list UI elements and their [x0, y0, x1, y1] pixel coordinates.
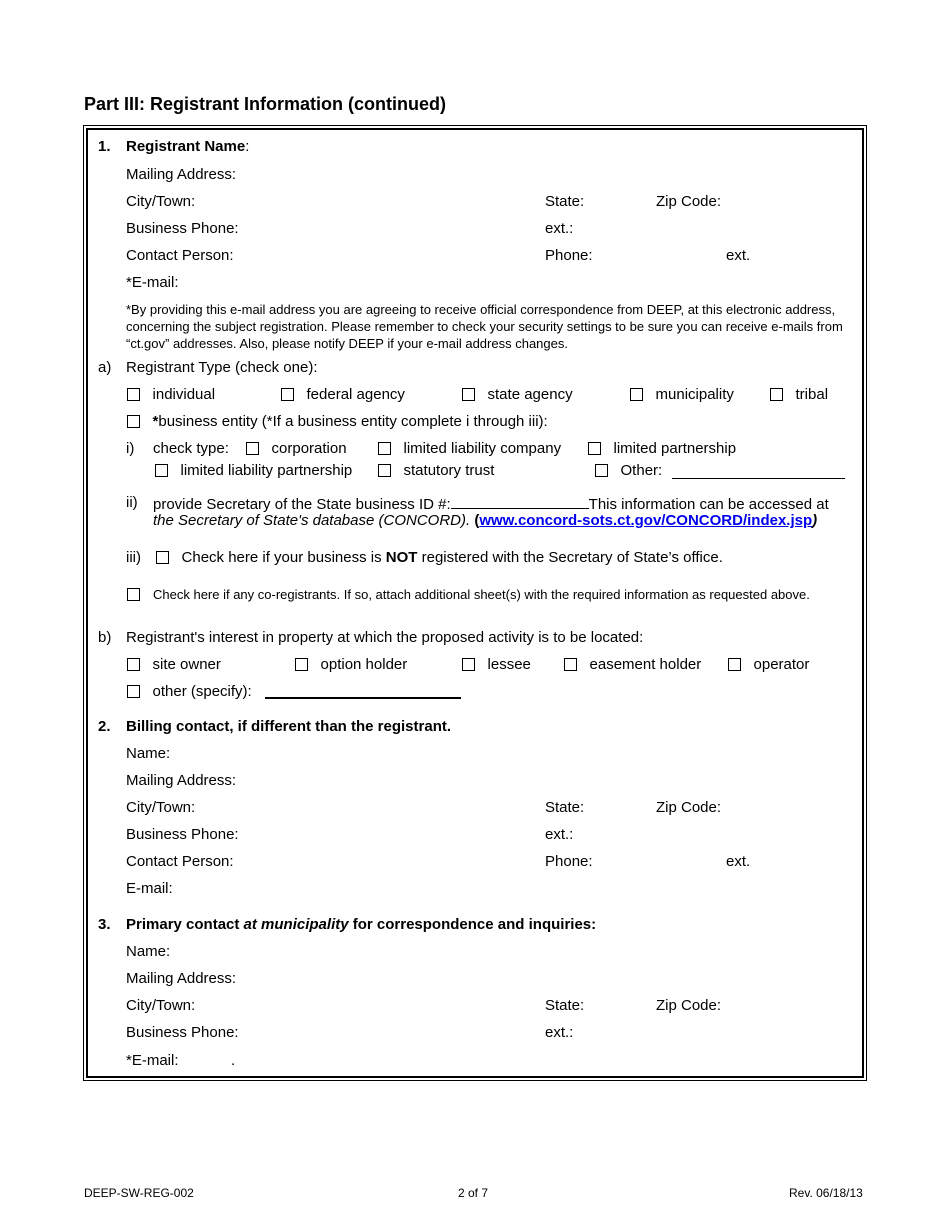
checkbox[interactable] — [595, 464, 608, 477]
check-type-label: check type: — [153, 440, 229, 457]
type-tribal-option[interactable]: tribal — [770, 386, 828, 403]
interest-easement-holder-option[interactable]: easement holder — [564, 656, 701, 673]
concord-reference: the Secretary of State's database (CONCORD). (www.concord-sots.ct.gov/CONCORD/index.jsp) — [153, 512, 818, 529]
item-ii-label: ii) — [126, 494, 138, 511]
checkbox[interactable] — [564, 658, 577, 671]
zip-code-label: Zip Code: — [656, 799, 722, 816]
registrant-type-title: Registrant Type (check one): — [126, 359, 318, 376]
city-town-label: City/Town: — [126, 799, 196, 816]
contact-person-label: Contact Person: — [126, 247, 234, 264]
checkbox[interactable] — [156, 551, 169, 564]
name-label: Name: — [126, 745, 171, 762]
billing-contact-title: Billing contact, if different than the registrant. — [126, 718, 452, 735]
interest-option-holder-option[interactable]: option holder — [295, 656, 407, 673]
entity-llc-option[interactable]: limited liability company — [378, 440, 561, 457]
item-i-label: i) — [126, 440, 135, 457]
checkbox[interactable] — [127, 388, 140, 401]
business-id-label: provide Secretary of the State business ID #: This information can be accessed at — [153, 496, 829, 513]
checkbox[interactable] — [462, 388, 475, 401]
revision-date: Rev. 06/18/13 — [789, 1186, 863, 1200]
checkbox[interactable] — [378, 464, 391, 477]
item-a-label: a) — [98, 359, 112, 376]
checkbox[interactable] — [281, 388, 294, 401]
type-state-agency-option[interactable]: state agency — [462, 386, 573, 403]
interest-other-option[interactable]: other (specify): — [127, 683, 252, 700]
form-id: DEEP-SW-REG-002 — [84, 1186, 194, 1200]
contact-person-label: Contact Person: — [126, 853, 234, 870]
email-label: *E-mail: — [126, 274, 179, 291]
ext-label: ext. — [726, 247, 751, 264]
state-label: State: — [545, 997, 585, 1014]
checkbox[interactable] — [155, 464, 168, 477]
checkbox[interactable] — [295, 658, 308, 671]
checkbox[interactable] — [728, 658, 741, 671]
type-business-entity-option[interactable]: *business entity (*If a business entity complete i through iii): — [127, 413, 548, 430]
not-registered-option[interactable]: Check here if your business is NOT registered with the Secretary of State’s office. — [156, 549, 723, 566]
form-frame-inner — [86, 128, 864, 1078]
co-registrants-text: Check here if any co-registrants. If so, attach additional sheet(s) with the required information as requested above. — [153, 587, 810, 602]
email-label: *E-mail: — [126, 1052, 179, 1069]
checkbox[interactable] — [630, 388, 643, 401]
page-title: Part III: Registrant Information (continued) — [84, 94, 447, 114]
interest-lessee-option[interactable]: lessee — [462, 656, 531, 673]
type-individual-option[interactable]: individual — [127, 386, 215, 403]
checkbox[interactable] — [588, 442, 601, 455]
entity-corporation-option[interactable]: corporation — [246, 440, 347, 457]
mailing-address-label: Mailing Address: — [126, 772, 237, 789]
phone-label: Phone: — [545, 247, 593, 264]
business-id-input-line[interactable] — [451, 494, 589, 509]
entity-other-option[interactable]: Other: — [595, 462, 662, 479]
checkbox[interactable] — [246, 442, 259, 455]
checkbox[interactable] — [127, 685, 140, 698]
type-municipality-option[interactable]: municipality — [630, 386, 734, 403]
checkbox[interactable] — [770, 388, 783, 401]
page-number: 2 of 7 — [458, 1186, 489, 1200]
zip-code-label: Zip Code: — [656, 193, 722, 210]
checkbox[interactable] — [127, 415, 140, 428]
interest-operator-option[interactable]: operator — [728, 656, 809, 673]
email-value: . — [231, 1052, 236, 1069]
zip-code-label: Zip Code: — [656, 997, 722, 1014]
ext-label: ext.: — [545, 1024, 574, 1041]
checkbox[interactable] — [378, 442, 391, 455]
city-town-label: City/Town: — [126, 193, 196, 210]
email-label: E-mail: — [126, 880, 173, 897]
checkbox[interactable] — [127, 658, 140, 671]
property-interest-title: Registrant's interest in property at which the proposed activity is to be located: — [126, 629, 644, 646]
other-interest-input-line[interactable] — [265, 697, 461, 699]
primary-contact-title: Primary contact at municipality for correspondence and inquiries: — [126, 916, 597, 933]
section-2-number: 2. — [98, 718, 111, 735]
mailing-address-label: Mailing Address: — [126, 166, 237, 183]
mailing-address-label: Mailing Address: — [126, 970, 237, 987]
email-disclaimer: *By providing this e-mail address you are agreeing to receive official correspondence from DEEP, at this electronic address, concerning the subject registration. Please remember to check your security settings to be sure you can receive e-mails from “ct.gov” addresses. Also, please notify DEEP if your e-mail address changes. — [126, 302, 843, 351]
entity-lp-option[interactable]: limited partnership — [588, 440, 736, 457]
ext-label: ext.: — [545, 220, 574, 237]
phone-label: Phone: — [545, 853, 593, 870]
checkbox[interactable] — [462, 658, 475, 671]
business-phone-label: Business Phone: — [126, 1024, 239, 1041]
co-registrants-checkbox[interactable] — [127, 586, 140, 604]
ext-label: ext. — [726, 853, 751, 870]
section-3-number: 3. — [98, 916, 111, 933]
item-b-label: b) — [98, 629, 112, 646]
ext-label: ext.: — [545, 826, 574, 843]
other-entity-input-line[interactable] — [672, 478, 845, 479]
state-label: State: — [545, 193, 585, 210]
state-label: State: — [545, 799, 585, 816]
entity-llp-option[interactable]: limited liability partnership — [155, 462, 352, 479]
type-federal-agency-option[interactable]: federal agency — [281, 386, 405, 403]
city-town-label: City/Town: — [126, 997, 196, 1014]
item-iii-label: iii) — [126, 549, 141, 566]
business-phone-label: Business Phone: — [126, 220, 239, 237]
business-phone-label: Business Phone: — [126, 826, 239, 843]
entity-statutory-trust-option[interactable]: statutory trust — [378, 462, 494, 479]
interest-site-owner-option[interactable]: site owner — [127, 656, 221, 673]
concord-link[interactable]: www.concord-sots.ct.gov/CONCORD/index.jsp — [479, 512, 813, 529]
section-1-number: 1. — [98, 138, 111, 155]
name-label: Name: — [126, 943, 171, 960]
registrant-name-label: Registrant Name: — [126, 138, 250, 155]
